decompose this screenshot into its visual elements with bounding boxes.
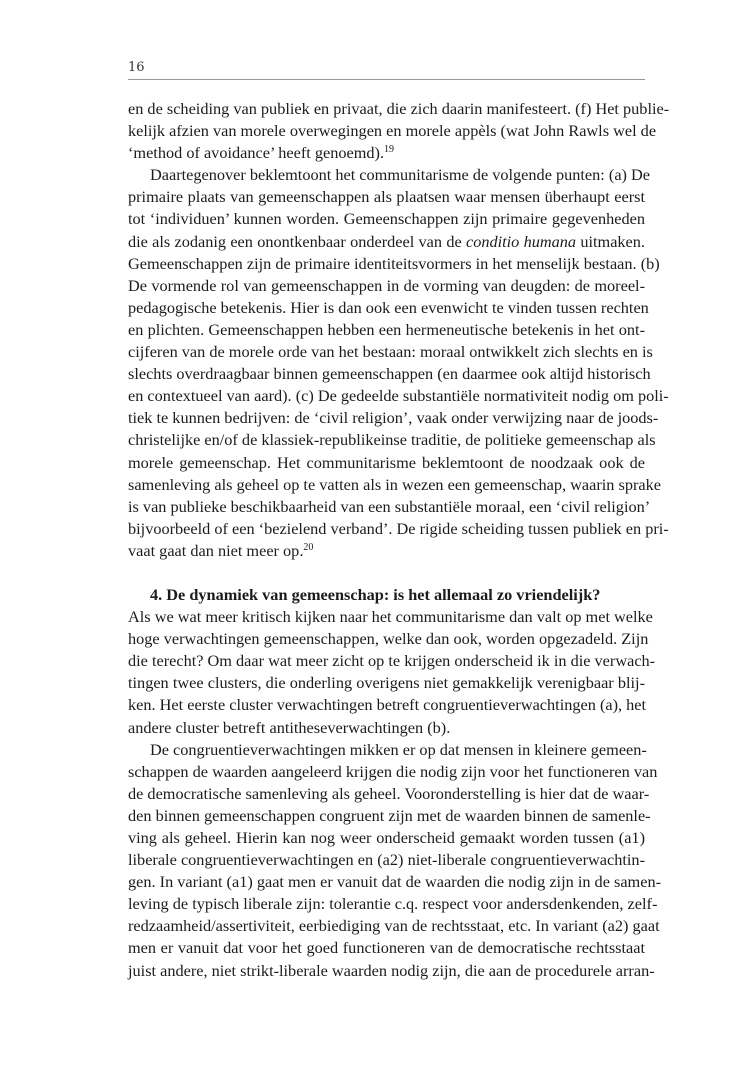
text-line: den binnen gemeenschappen congruent zijn met de waarden binnen de samenle- — [128, 805, 651, 825]
text-line: kelijk afzien van morele overwegingen en morele appèls (wat John Rawls wel de — [128, 121, 657, 141]
text-line: tiek te kunnen bedrijven: de ‘civil religion’, vaak onder verwijzing naar de joods- — [128, 408, 659, 428]
body-text — [128, 98, 670, 982]
text-line: andere cluster betreft antitheseverwachtingen (b). — [128, 717, 451, 737]
text-line: en de scheiding van publiek en privaat, die zich daarin manifesteert. (f) Het publie- — [128, 99, 670, 118]
text-line: die terecht? Om daar wat meer zicht op te krijgen onderscheid ik in die verwach- — [128, 651, 656, 671]
text-line: samenleving als geheel op te vatten als in wezen een gemeenschap, waarin sprake — [128, 474, 661, 494]
paragraph-1 — [128, 98, 670, 164]
text-line: ‘method of avoidance’ heeft genoemd).$^{19}$ — [128, 143, 395, 163]
text-line: De congruentieverwachtingen mikken er op dat mensen in kleinere gemeen- — [150, 739, 647, 759]
header-rule — [128, 79, 645, 80]
text-line: morele gemeenschap. Het communitarisme beklemtoont de noodzaak ook de — [128, 452, 645, 472]
text-line: gen. In variant (a1) gaat men er vanuit dat de waarden die nodig zijn in de samen- — [128, 872, 662, 892]
text-line: pedagogische betekenis. Hier is dan ook een evenwicht te vinden tussen rechten — [128, 297, 649, 317]
text-line: vaat gaat dan niet meer op.$^{20}$ — [128, 540, 314, 560]
text-line: de democratische samenleving als geheel. Vooronderstelling is hier dat de waar- — [128, 783, 650, 803]
text-line: die als zodanig een onontkenbaar onderdeel van de conditio humana uitmaken. — [128, 231, 645, 251]
text-line: tingen twee clusters, die onderling overigens niet gemakkelijk verenigbaar blij- — [128, 673, 645, 693]
section4-paragraph-1 — [128, 606, 656, 739]
text-line: hoge verwachtingen gemeenschappen, welke dan ook, worden opgezadeld. Zijn — [128, 629, 649, 649]
footnote-ref-20[interactable]: 20 — [303, 541, 314, 553]
text-line: tot ‘individuen’ kunnen worden. Gemeenschappen zijn primaire gegevenheden — [128, 209, 645, 229]
italic-term: conditio humana — [465, 231, 577, 251]
text-line: christelijke en/of de klassiek-republikeinse traditie, de politieke gemeenschap als — [128, 430, 656, 450]
text-line: men er vanuit dat voor het goed functioneren van de democratische rechtsstaat — [128, 938, 645, 958]
text-line: bijvoorbeeld of een ‘bezielend verband’. De rigide scheiding tussen publiek en pri- — [128, 518, 669, 538]
text-line: liberale congruentieverwachtingen en (a2) niet-liberale congruentieverwachtin- — [128, 850, 645, 870]
text-line: leving de typisch liberale zijn: tolerantie c.q. respect voor andersdenkenden, zelf- — [128, 894, 658, 914]
text-line: en contextueel van aard). (c) De gedeelde substantiële normativiteit nodig om poli- — [128, 386, 669, 406]
footnote-ref-19[interactable]: 19 — [384, 144, 395, 156]
text-line: slechts overdraagbaar binnen gemeenschappen (en daarmee ook altijd historisch — [128, 364, 651, 384]
text-line: Als we wat meer kritisch kijken naar het communitarisme dan valt op met welke — [128, 607, 653, 627]
text-line: Daartegenover beklemtoont het communitarisme de volgende punten: (a) De — [150, 165, 651, 185]
text-line: ken. Het eerste cluster verwachtingen betreft congruentieverwachtingen (a), het — [128, 695, 647, 715]
section-gap — [128, 562, 645, 584]
text-line: cijferen van de morele orde van het bestaan: moraal ontwikkelt zich slechts en is — [128, 342, 653, 362]
text-line: schappen de waarden aangeleerd krijgen die nodig zijn voor het functioneren van — [128, 761, 658, 781]
text-line: ving als geheel. Hierin kan nog weer onderscheid gemaakt worden tussen (a1) — [128, 828, 645, 847]
text-line: De vormende rol van gemeenschappen in de vorming van deugden: de moreel- — [128, 275, 645, 295]
text-line: en plichten. Gemeenschappen hebben een hermeneutische betekenis in het ont- — [128, 319, 645, 339]
text-line: is van publieke beschikbaarheid van een substantiële moraal, een ‘civil religion’ — [128, 496, 651, 516]
page-number: 16 — [128, 60, 145, 75]
text-line: primaire plaats van gemeenschappen als plaatsen waar mensen überhaupt eerst — [128, 187, 645, 207]
text-line: redzaamheid/assertiviteit, eerbiediging van de rechtsstaat, etc. In variant (a2) gaat — [128, 916, 660, 936]
section-heading: 4. De dynamiek van gemeenschap: is het allemaal zo vriendelijk? — [150, 584, 601, 604]
text-line: Gemeenschappen zijn de primaire identiteitsvormers in het menselijk bestaan. (b) — [128, 253, 660, 273]
paragraph-2 — [128, 164, 669, 562]
text-line: juist andere, niet strikt-liberale waarden nodig zijn, die aan de procedurele arran- — [128, 960, 655, 980]
section4-paragraph-2 — [128, 739, 662, 982]
